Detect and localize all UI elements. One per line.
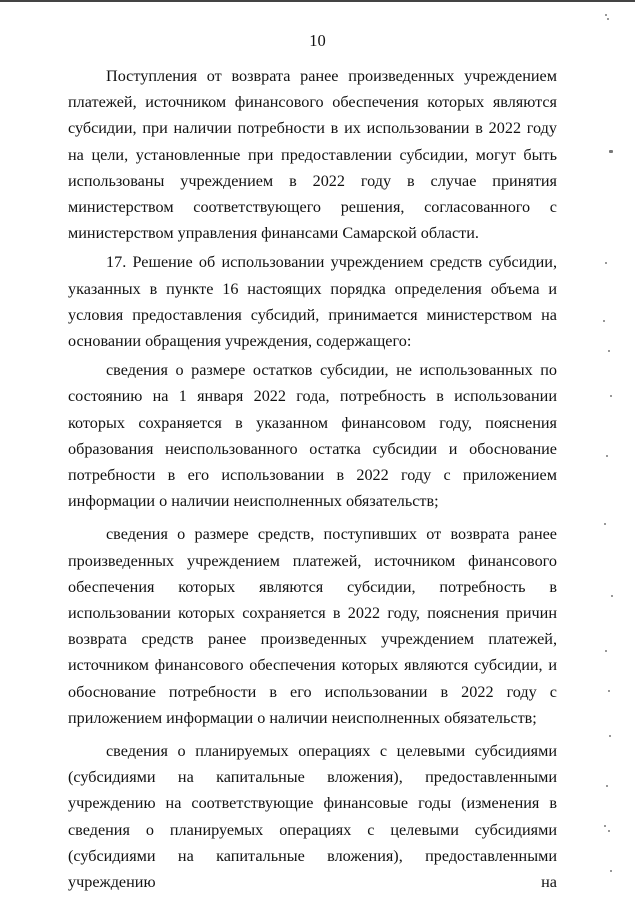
page-number: 10 bbox=[309, 31, 326, 50]
document-body bbox=[68, 63, 557, 895]
paragraph-planned-operations: сведения о планируемых операциях с целевыми субсидиями (субсидиями на капитальные вложения), предоставленными учреждению на соответствующие финансовые годы (изменения в сведения о планируемых операциях с целевыми субсидиями (субсидиями на капитальные вложения), предоставленными учреждению на bbox=[68, 742, 557, 892]
paragraph-balance-info: сведения о размере остатков субсидии, не использованных по состоянию на 1 января 2022 года, потребность в использовании которых сохраняется в указанном финансовом году, пояснения образования неиспользованного остатка субсидии и обоснование потребности в его использовании в 2022 году с приложением информации о наличии неисполненных обязательств; bbox=[68, 361, 557, 511]
paragraph-item-17: 17. Решение об использовании учреждением средств субсидии, указанных в пункте 16 настоящих порядка определения объема и условия предоставления субсидий, принимается министерством на основании обращения учреждения, содержащего: bbox=[68, 253, 557, 351]
paragraph-refund-info: сведения о размере средств, поступивших от возврата ранее произведенных учреждением платежей, источником финансового обеспечения которых являются субсидии, потребность в использовании которых сохраняется в 2022 году, пояснения причин возврата средств ранее произведенных учреждением платежей, источником финансового обеспечения которых являются субсидии, и обоснование потребности в его использовании в 2022 году с приложением информации о наличии неисполненных обязательств; bbox=[68, 525, 557, 727]
page-top-edge bbox=[0, 0, 635, 2]
paragraph-refund-receipts: Поступления от возврата ранее произведенных учреждением платежей, источником финансового обеспечения которых являются субсидии, при наличии потребности в их использовании в 2022 году на цели, установленные при предоставлении субсидии, могут быть использованы учреждением в 2022 году в случае принятия министерством соответствующего решения, согласованного с министерством управления финансами Самарской области. bbox=[68, 67, 557, 243]
scan-artifacts bbox=[575, 0, 635, 904]
